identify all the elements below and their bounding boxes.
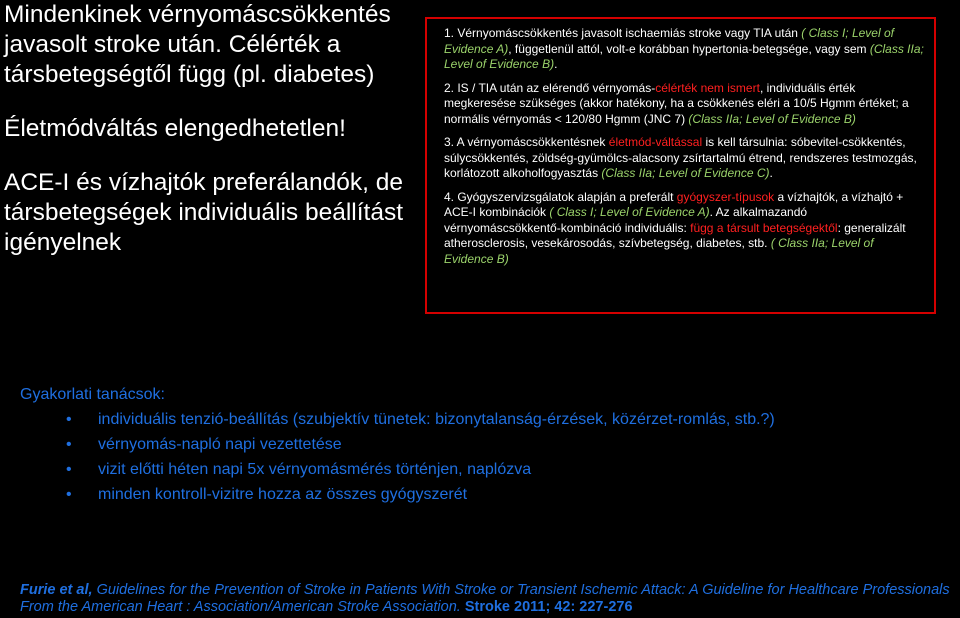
recommendation-1: [444, 26, 926, 73]
rec-text: 3. A vérnyomáscsökkentésnek: [444, 135, 609, 149]
summary-text: Mindenkinek vérnyomáscsökkentés javasolt stroke után. Célérték a társbetegségtől függ (pl. diabetes): [4, 1, 391, 88]
ref-title: Guidelines for the Prevention of Stroke in Patients With Stroke or Transient Ischemic Attack: A Guideline for Healthcare Professionals From the American Heart : Association/American Stroke Association.: [20, 582, 950, 615]
tips-title: Gyakorlati tanácsok:: [20, 386, 165, 403]
left-column: [4, 0, 416, 258]
ref-journal: Stroke 2011; 42: 227-276: [464, 599, 633, 615]
rec-text: a vízhajtók, a vízhajtó + ACE-I kombinációk: [444, 189, 904, 219]
rec-text: 1. Vérnyomáscsökkentés javasolt ischaemiás stroke vagy TIA után: [444, 26, 798, 40]
recommendation-2: [444, 81, 926, 128]
recommendations-box: [425, 17, 936, 314]
highlight-text: célérték nem ismert: [655, 80, 760, 95]
reference-citation: [20, 582, 950, 616]
highlight-text: életmód-váltással: [608, 135, 703, 149]
tip-item: • individuális tenzió-beállítás (szubjektív tünetek: bizonytalanság-érzések, közérzet-romlás, stb.?): [20, 407, 940, 432]
tip-item: • minden kontroll-vizitre hozza az összes gyógyszerét: [20, 482, 940, 507]
rec-text: 4. Gyógyszervizsgálatok alapján a preferált: [444, 189, 677, 204]
highlight-text: gyógyszer-típusok: [676, 189, 775, 204]
rec-text: : generalizált atherosclerosis, vesekárosodás, szívbetegség, diabetes, stb.: [444, 220, 906, 250]
rec-text: , individuális érték megkeresése szükséges (akkor hatékony, ha a csökkenés eléri a 10/5 Hgmm értéket; a normális vérnyomás < 120/80 Hgmm (JNC 7): [444, 80, 909, 126]
evidence-level: (Class IIa; Level of Evidence C): [601, 166, 770, 180]
highlight-text: függ a társult betegségektől: [690, 220, 838, 235]
rec-text: . Az alkalmazandó vérnyomáscsökkentő-kombináció individuális:: [444, 205, 808, 235]
evidence-level: ( Class I; Level of Evidence A): [549, 205, 710, 219]
evidence-level: (Class IIa; Level of Evidence B): [444, 41, 924, 71]
tip-item: • vérnyomás-napló napi vezettetése: [20, 432, 940, 457]
rec-text: is kell társulnia: sóbevitel-csökkentés, súlycsökkentés, zöldség-gyümölcs-alacsony zsírtartalmú étrend, rendszeres testmozgás, korlátozott alkoholfogyasztás: [444, 135, 917, 180]
rec-text: , függetlenül attól, volt-e korábban hypertonia-betegsége, vagy sem: [508, 41, 870, 56]
evidence-level: ( Class I; Level of Evidence A): [444, 26, 894, 56]
tip-item: • vizit előtti héten napi 5x vérnyomásmérés történjen, naplózva: [20, 457, 940, 482]
rec-text: .: [769, 166, 773, 180]
ref-authors: Furie et al,: [20, 582, 97, 598]
lifestyle-text: Életmódváltás elengedhetetlen!: [4, 115, 346, 142]
recommendation-3: [444, 135, 926, 182]
recommendation-4: [444, 190, 926, 268]
practical-tips: [20, 382, 940, 507]
evidence-level: (Class IIa; Level of Evidence B): [688, 111, 856, 126]
therapy-text: ACE-I és vízhajtók preferálandók, de társbetegségek individuális beállítást igényelnek: [4, 169, 404, 256]
tips-list: [20, 407, 940, 507]
evidence-level: ( Class IIa; Level of Evidence B): [444, 236, 874, 266]
rec-text: 2. IS / TIA után az elérendő vérnyomás-: [444, 80, 656, 95]
rec-text: .: [554, 57, 558, 71]
